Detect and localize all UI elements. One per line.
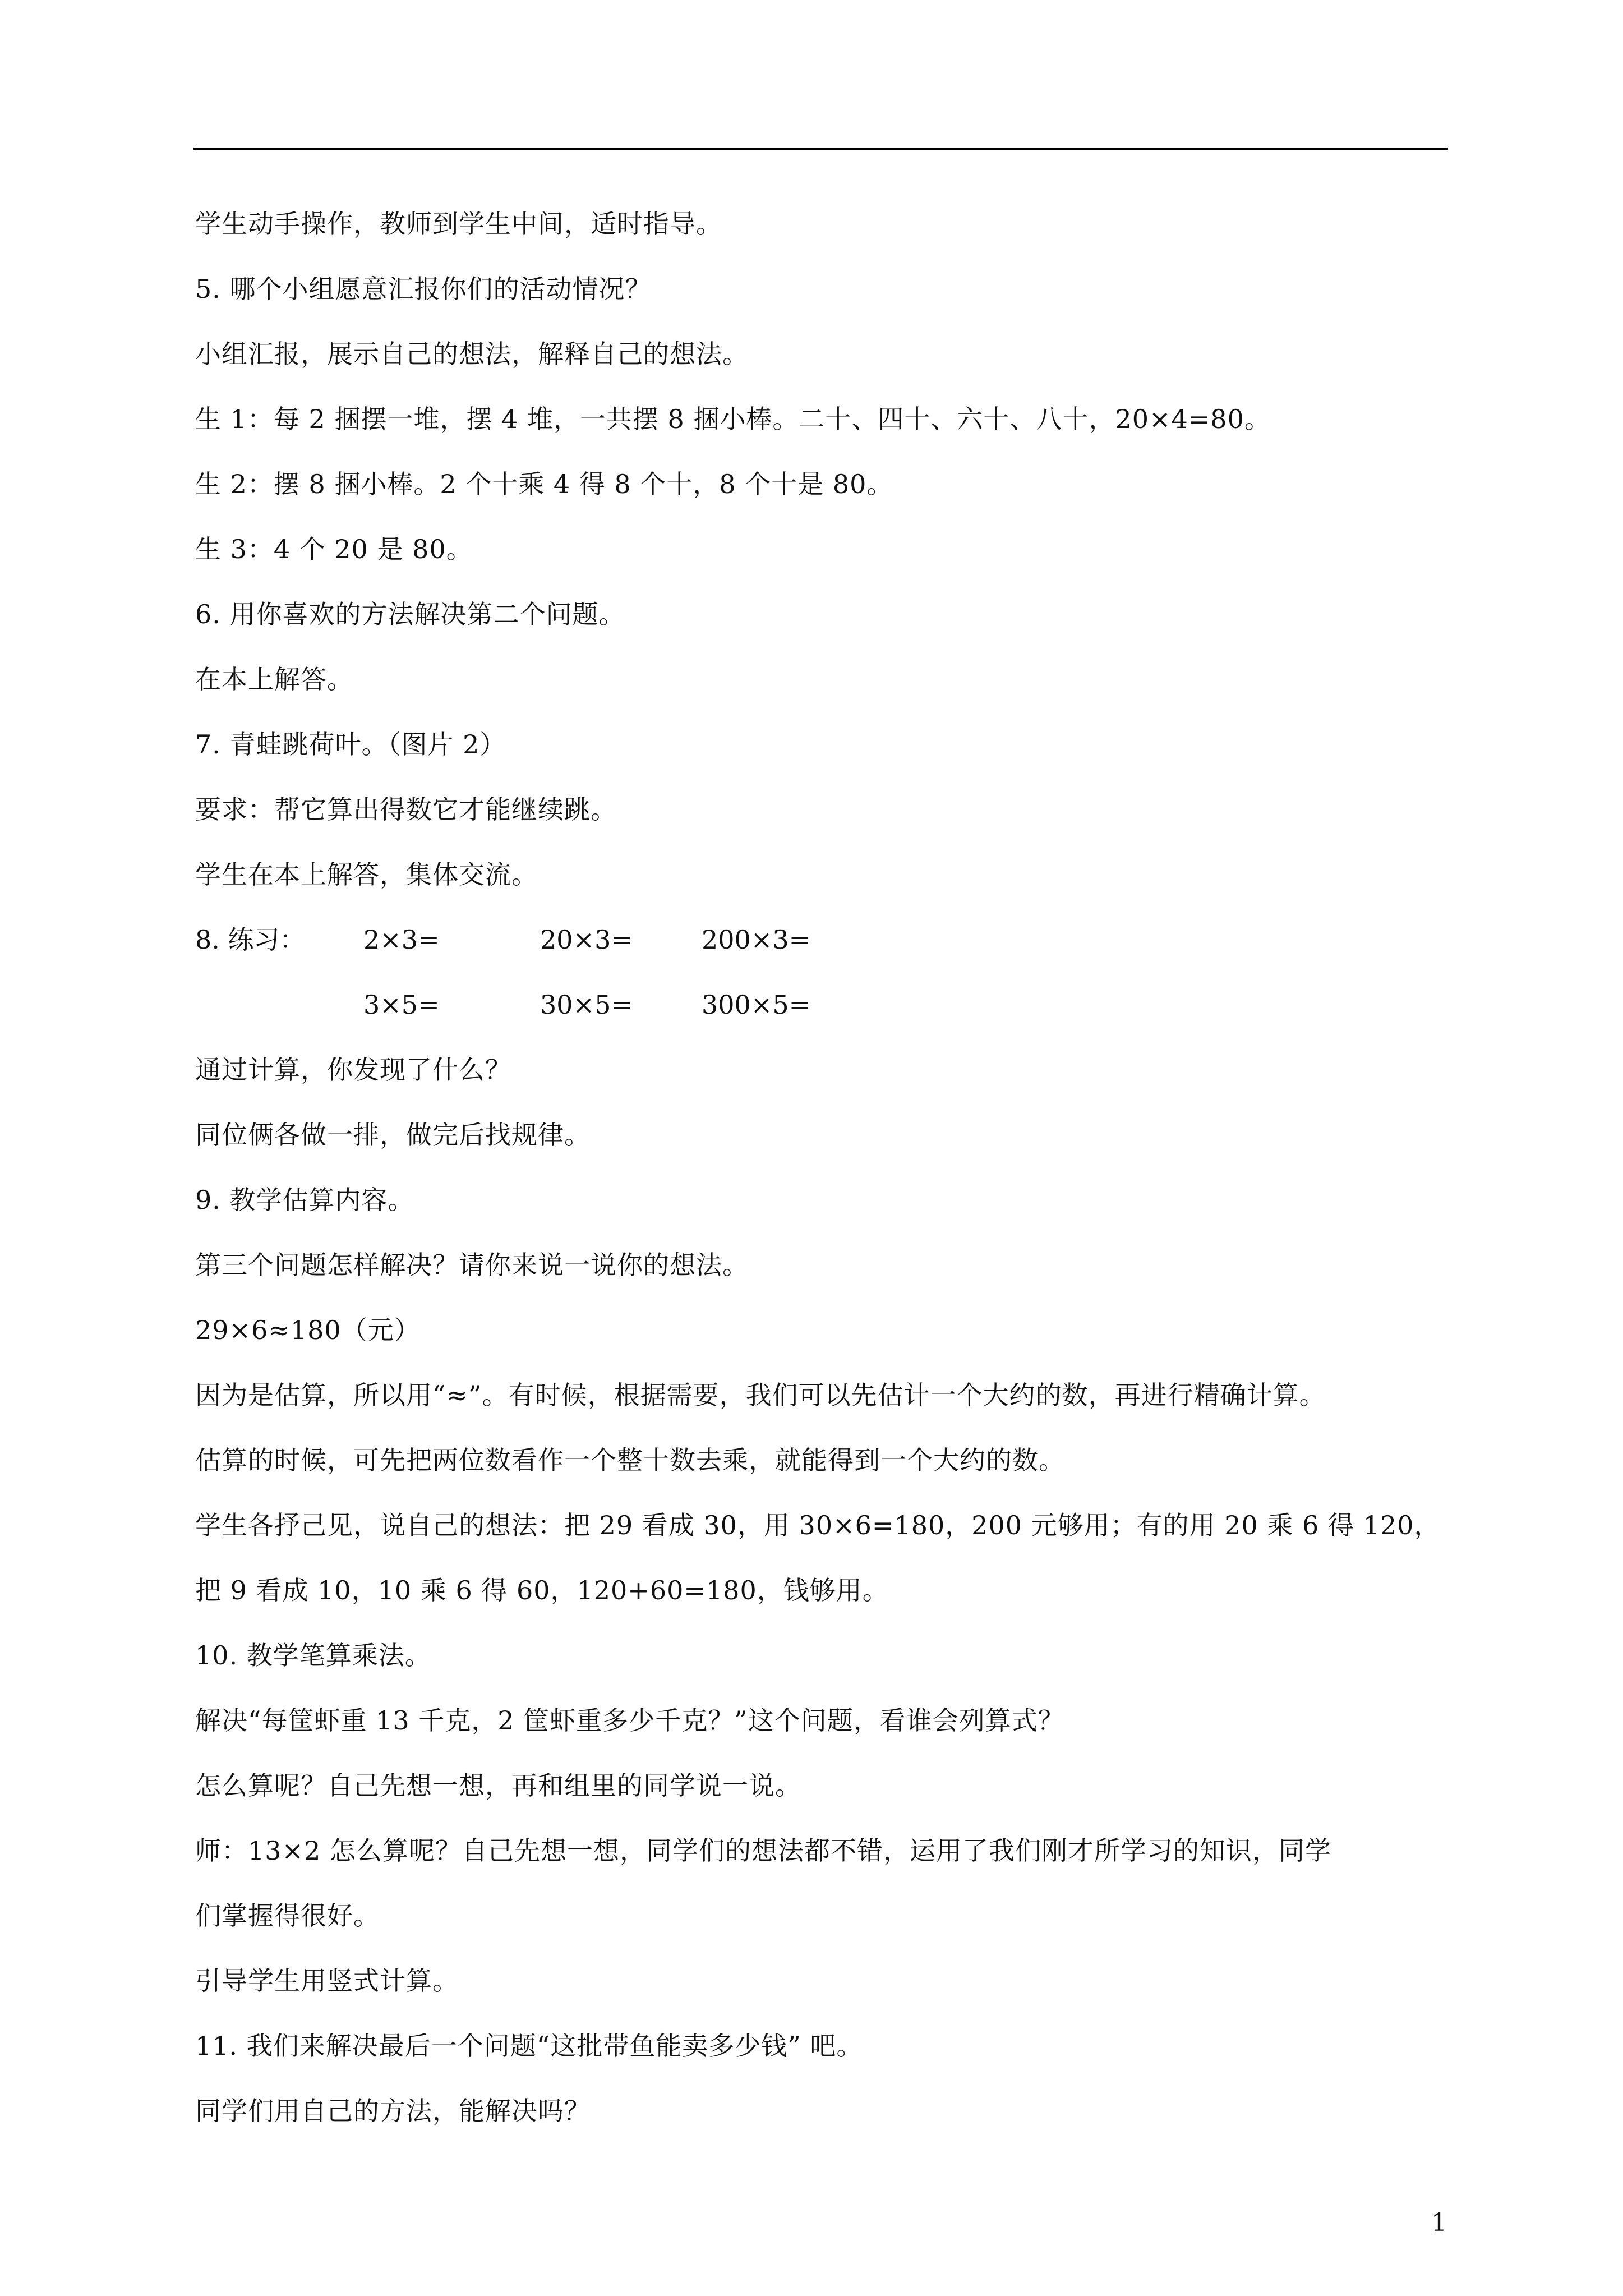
paragraph: 师：13×2 怎么算呢？自己先想一想，同学们的想法都不错，运用了我们刚才所学习的知识，同学 <box>195 1835 1331 1866</box>
paragraph: 5. 哪个小组愿意汇报你们的活动情况？ <box>195 274 652 304</box>
exercise-row-1 <box>195 923 1446 956</box>
paragraph: 学生在本上解答，集体交流。 <box>195 859 538 890</box>
page-number: 1 <box>1431 2208 1447 2237</box>
paragraph: 同位俩各做一排，做完后找规律。 <box>195 1120 591 1150</box>
paragraph: 要求：帮它算出得数它才能继续跳。 <box>195 794 617 825</box>
paragraph: 9. 教学估算内容。 <box>195 1185 414 1215</box>
exercise-label: 8. 练习： <box>195 924 306 955</box>
exercise-item: 2×3= <box>363 924 440 955</box>
exercise-item: 20×3= <box>540 924 633 955</box>
paragraph: 通过计算，你发现了什么？ <box>195 1055 511 1085</box>
exercise-item: 3×5= <box>363 990 440 1020</box>
paragraph: 11. 我们来解决最后一个问题“这批带鱼能卖多少钱” 吧。 <box>195 2031 863 2061</box>
paragraph: 6. 用你喜欢的方法解决第二个问题。 <box>195 599 625 629</box>
paragraph: 估算的时候，可先把两位数看作一个整十数去乘，就能得到一个大约的数。 <box>195 1445 1065 1475</box>
exercise-row-2 <box>195 988 1446 1021</box>
paragraph: 7. 青蛙跳荷叶。（图片 2） <box>195 729 506 760</box>
paragraph: 第三个问题怎样解决？请你来说一说你的想法。 <box>195 1250 749 1280</box>
paragraph: 引导学生用竖式计算。 <box>195 1966 459 1996</box>
document-body <box>195 208 1446 2160</box>
paragraph: 小组汇报，展示自己的想法，解释自己的想法。 <box>195 339 749 369</box>
paragraph: 29×6≈180（元） <box>195 1315 421 1345</box>
paragraph: 解决“每筐虾重 13 千克，2 筐虾重多少千克？”这个问题，看谁会列算式？ <box>195 1705 1064 1736</box>
paragraph: 在本上解答。 <box>195 664 353 694</box>
paragraph: 学生各抒己见，说自己的想法：把 29 看成 30，用 30×6=180，200 元够用；有的用 20 乘 6 得 120， <box>195 1510 1441 1540</box>
paragraph: 怎么算呢？自己先想一想，再和组里的同学说一说。 <box>195 1770 801 1801</box>
paragraph: 同学们用自己的方法，能解决吗？ <box>195 2096 591 2126</box>
paragraph: 10. 教学笔算乘法。 <box>195 1640 431 1671</box>
paragraph: 们掌握得很好。 <box>195 1901 380 1931</box>
paragraph: 把 9 看成 10，10 乘 6 得 60，120+60=180，钱够用。 <box>195 1575 889 1605</box>
paragraph: 生 3：4 个 20 是 80。 <box>195 534 473 564</box>
paragraph: 生 2：摆 8 捆小棒。2 个十乘 4 得 8 个十，8 个十是 80。 <box>195 469 893 499</box>
paragraph: 因为是估算，所以用“≈”。有时候，根据需要，我们可以先估计一个大约的数，再进行精确计算。 <box>195 1380 1326 1410</box>
exercise-item: 300×5= <box>702 990 811 1020</box>
header-rule <box>193 148 1448 150</box>
exercise-item: 30×5= <box>540 990 633 1020</box>
paragraph: 学生动手操作，教师到学生中间，适时指导。 <box>195 209 722 239</box>
exercise-item: 200×3= <box>702 924 811 955</box>
paragraph: 生 1：每 2 捆摆一堆，摆 4 堆，一共摆 8 捆小棒。二十、四十、六十、八十，20×4=80。 <box>195 404 1271 434</box>
